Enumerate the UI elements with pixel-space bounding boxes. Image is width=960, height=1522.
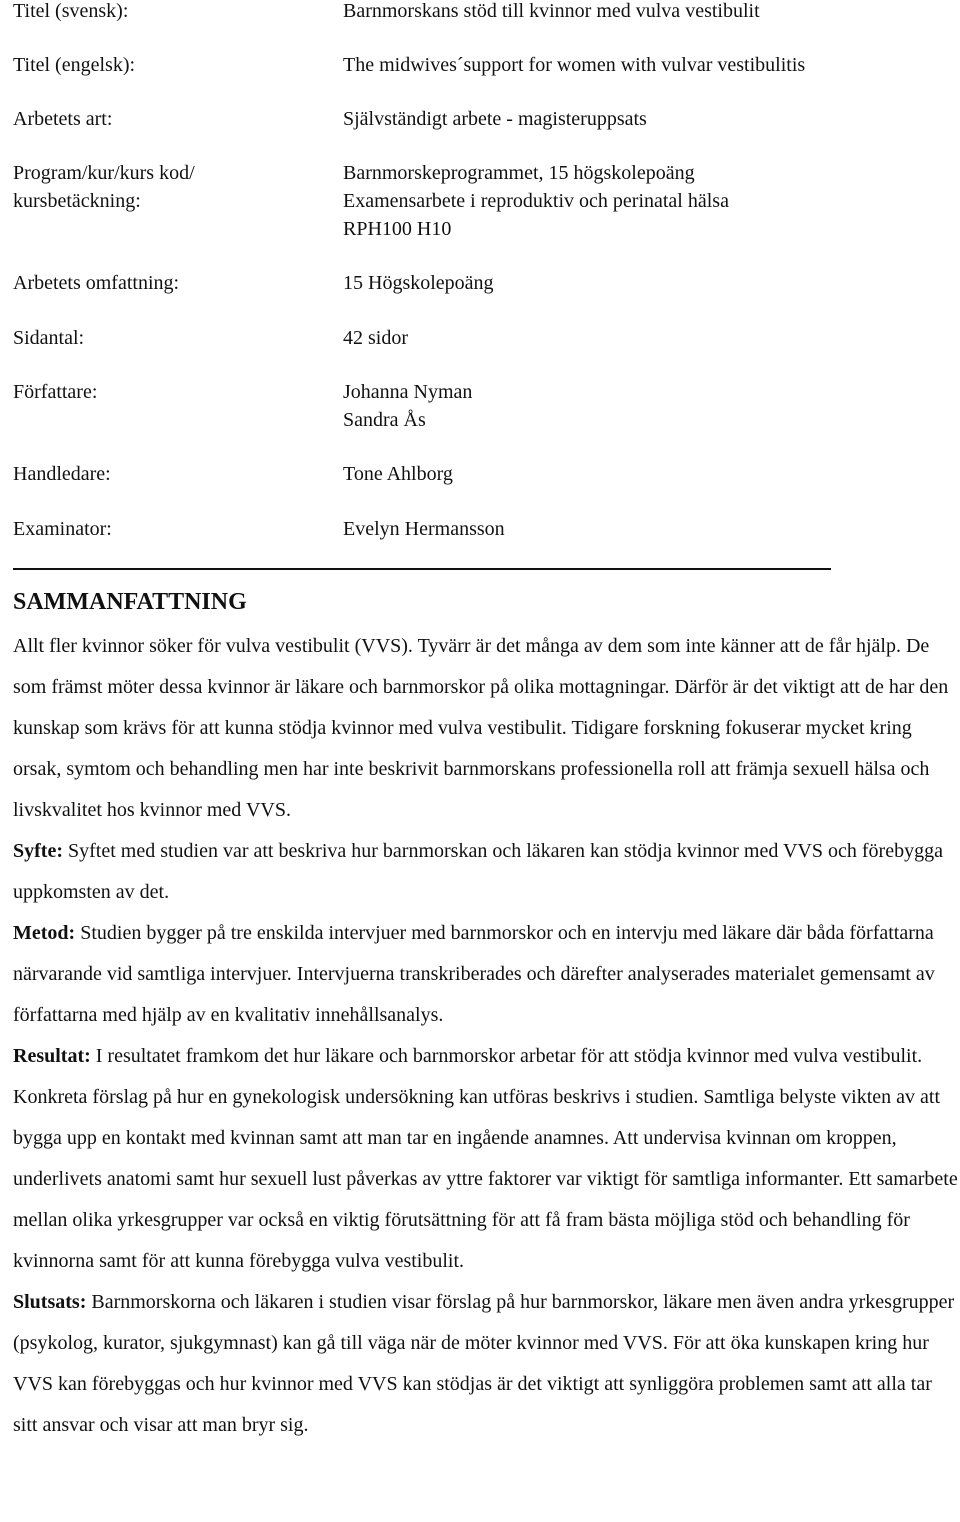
section-label: Resultat: — [13, 1045, 91, 1067]
program-label-line2: kursbetäckning: — [13, 190, 141, 212]
program-value-line3: RPH100 H10 — [343, 218, 452, 240]
work-type-label: Arbetets art: — [13, 108, 113, 130]
section-text: Studien bygger på tre enskilda intervjuer med barnmorskor och en intervju med läkare där båda författarna närvarande vid samtliga intervjuer. Intervjuerna transkriberades och därefter analyserades materialet gemensamt av författarna med hjälp av en kvalitativ innehållsanalys. — [13, 922, 935, 1026]
examiner-label: Examinator: — [13, 518, 112, 540]
title-en-label: Titel (engelsk): — [13, 54, 136, 76]
examiner-value: Evelyn Hermansson — [343, 518, 505, 540]
program-value: Barnmorskeprogrammet, 15 högskolepoäng — [343, 162, 695, 184]
pages-value: 42 sidor — [343, 327, 408, 349]
section-text: I resultatet framkom det hur läkare och barnmorskor arbetar för att stödja kvinnor med vulva vestibulit. Konkreta förslag på hur en gynekologisk undersökning kan utföras beskrivs i studien. Samtliga belyste vikten av att bygga upp en kontakt med kvinnan samt att man tar en ingående anamnes. Att undervisa kvinnan om kroppen, underlivets anatomi samt hur sexuell lust påverkas av yttre faktorer var viktigt för samtliga informanter. Ett samarbete mellan olika yrkesgrupper var också en viktig förutsättning för att få fram bästa möjliga stöd och behandling för kvinnorna samt för att kunna förebygga vulva vestibulit. — [13, 1045, 958, 1272]
program-value-line2: Examensarbete i reproduktiv och perinatal hälsa — [343, 190, 729, 212]
abstract-intro: Allt fler kvinnor söker för vulva vestibulit (VVS). Tyvärr är det många av dem som inte känner att de får hjälp. De som främst möter dessa kvinnor är läkare och barnmorskor på olika mottagningar. Därför är det viktigt att de har den kunskap som krävs för att kunna stödja kvinnor med vulva vestibulit. Tidigare forskning fokuserar mycket kring orsak, symtom och behandling men har inte beskrivit barnmorskans professionella roll att främja sexuell hälsa och livskvalitet hos kvinnor med VVS. — [13, 635, 949, 821]
abstract-section-conclusion — [13, 1282, 960, 1446]
abstract-section-method — [13, 913, 960, 1036]
work-type-value: Självständigt arbete - magisteruppsats — [343, 108, 647, 130]
title-en-value: The midwives´support for women with vulvar vestibulitis — [343, 54, 806, 76]
author-1: Johanna Nyman — [343, 381, 473, 403]
supervisor-label: Handledare: — [13, 463, 111, 485]
section-label: Syfte: — [13, 840, 63, 862]
author-2: Sandra Ås — [343, 409, 426, 431]
section-text: Barnmorskorna och läkaren i studien visar förslag på hur barnmorskor, läkare men även andra yrkesgrupper (psykolog, kurator, sjukgymnast) kan gå till väga när de möter kvinnor med VVS. För att öka kunskapen kring hur VVS kan förebyggas och hur kvinnor med VVS kan stödjas är det viktigt att synliggöra problemen samt att alla tar sitt ansvar och visar att man bryr sig. — [13, 1291, 955, 1436]
scope-value: 15 Högskolepoäng — [343, 272, 494, 294]
title-sv-label: Titel (svensk): — [13, 0, 129, 22]
abstract-body — [13, 626, 960, 1446]
section-label: Metod: — [13, 922, 76, 944]
abstract-heading: SAMMANFATTNING — [13, 589, 247, 615]
scope-label: Arbetets omfattning: — [13, 272, 180, 294]
abstract-section-result — [13, 1036, 960, 1282]
supervisor-value: Tone Ahlborg — [343, 463, 453, 485]
section-text: Syftet med studien var att beskriva hur barnmorskan och läkaren kan stödja kvinnor med VVS och förebygga uppkomsten av det. — [13, 840, 943, 903]
authors-label: Författare: — [13, 381, 98, 403]
pages-label: Sidantal: — [13, 327, 85, 349]
abstract-section-aim — [13, 831, 960, 913]
title-sv-value: Barnmorskans stöd till kvinnor med vulva vestibulit — [343, 0, 760, 22]
divider-line — [13, 568, 831, 570]
section-label: Slutsats: — [13, 1291, 87, 1313]
program-label: Program/kur/kurs kod/ — [13, 162, 195, 184]
